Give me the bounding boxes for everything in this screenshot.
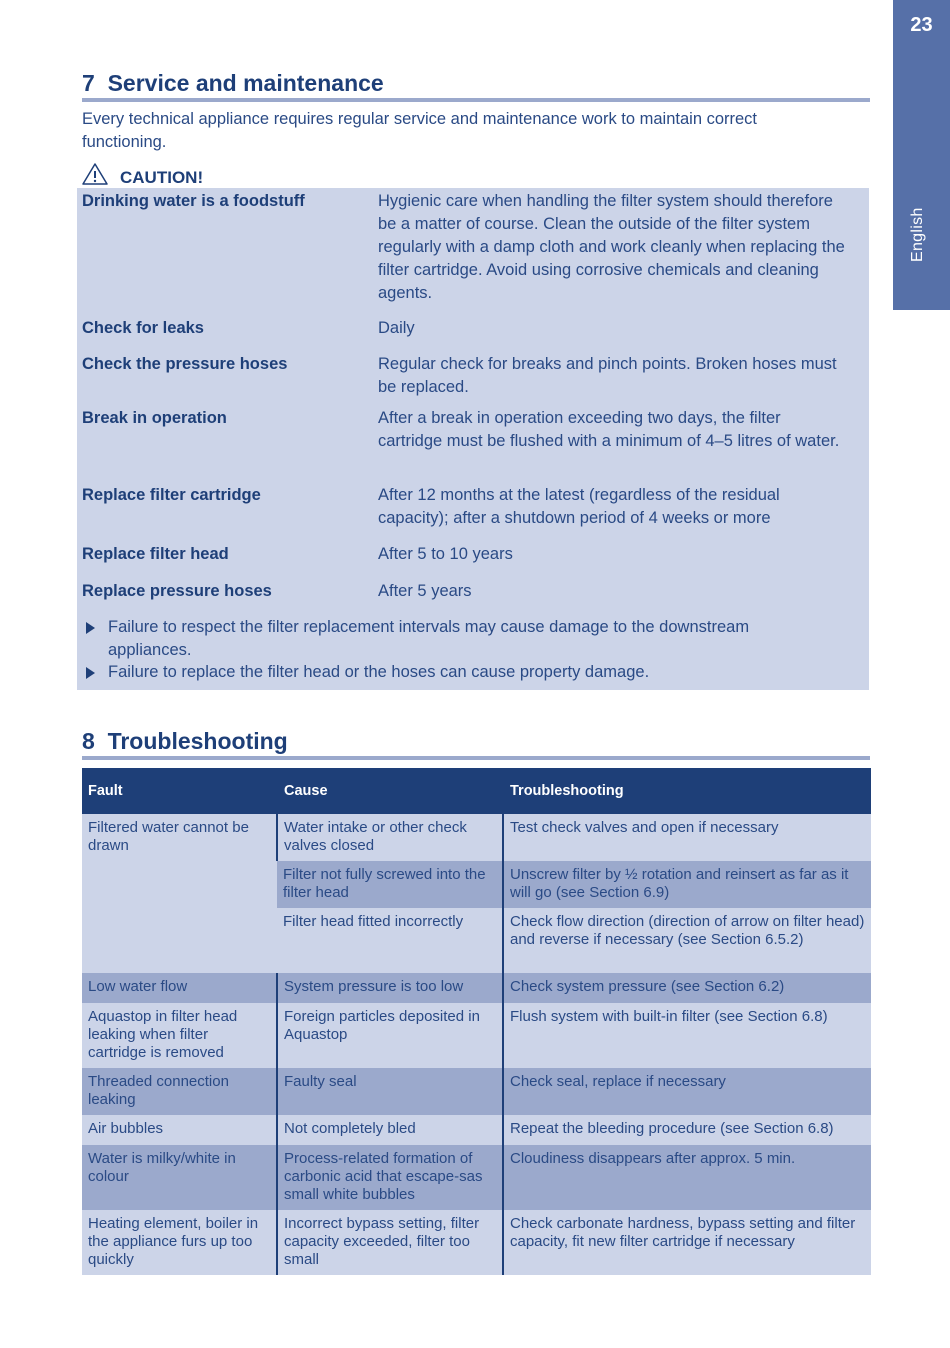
maintenance-value: After 12 months at the latest (regardless of the residual capacity); after a shutdown period of 4 weeks or more	[378, 486, 780, 527]
fault-cell: Low water flow	[82, 973, 277, 1003]
table-header-row	[82, 768, 871, 814]
section-7-intro: Every technical appliance requires regular service and maintenance work to maintain correct functioning.	[82, 110, 758, 151]
fault-cell: Threaded connection leaking	[82, 1068, 277, 1115]
cause-cell: Faulty seal	[277, 1068, 503, 1115]
caution-label: CAUTION!	[120, 168, 204, 187]
table-row	[82, 1003, 871, 1068]
bullet-text: Failure to replace the filter head or the hoses can cause property damage.	[108, 663, 650, 681]
maintenance-value: Regular check for breaks and pinch points. Broken hoses must be replaced.	[378, 355, 837, 396]
table-row	[82, 1145, 871, 1210]
maintenance-key: Replace pressure hoses	[82, 582, 272, 600]
section-8-title	[82, 728, 288, 755]
header-fault: Fault	[82, 768, 277, 814]
section-7-number: 7	[82, 70, 95, 96]
cause-cell: Foreign particles deposited in Aquastop	[277, 1003, 503, 1068]
maintenance-value: After 5 years	[378, 582, 472, 600]
bullet-text: Failure to respect the filter replacement intervals may cause damage to the downstream appliances.	[108, 618, 750, 659]
cause-cell: Filter not fully screwed into the filter head	[277, 861, 503, 908]
language-tab: English	[909, 207, 926, 262]
table-row	[82, 1068, 871, 1115]
troubleshooting-table	[82, 768, 871, 1275]
cause-cell: Incorrect bypass setting, filter capacity exceeded, filter too small	[277, 1210, 503, 1275]
fix-cell: Test check valves and open if necessary	[503, 814, 871, 861]
section-8-heading: Troubleshooting	[107, 728, 288, 754]
side-tab	[893, 0, 950, 310]
fix-cell: Unscrew filter by ½ rotation and reinsert as far as it will go (see Section 6.9)	[503, 861, 871, 908]
fault-cell: Water is milky/white in colour	[82, 1145, 277, 1210]
header-cause: Cause	[277, 768, 503, 814]
fault-cell: Filtered water cannot be drawn	[82, 814, 277, 973]
table-row	[82, 814, 871, 861]
warning-icon	[82, 162, 108, 186]
section-7-heading: Service and maintenance	[107, 70, 384, 96]
section-8-rule	[82, 756, 870, 760]
fault-cell: Heating element, boiler in the appliance furs up too quickly	[82, 1210, 277, 1275]
maintenance-value: Daily	[378, 319, 415, 337]
header-troubleshooting: Troubleshooting	[503, 768, 871, 814]
fault-cell: Air bubbles	[82, 1115, 277, 1145]
maintenance-value: Hygienic care when handling the filter system should therefore be a matter of course. Clean the outside of the filter system regularly with a damp cloth and work cleanly when replacing the filter cartridge. Avoid using corrosive chemicals and cleaning agents.	[378, 192, 845, 302]
cause-cell: Filter head fitted incorrectly	[277, 908, 503, 973]
bullet-arrow-icon	[86, 667, 95, 679]
cause-cell: System pressure is too low	[277, 973, 503, 1003]
section-7-rule	[82, 98, 870, 102]
fix-cell: Check carbonate hardness, bypass setting and filter capacity, fit new filter cartridge if necessary	[503, 1210, 871, 1275]
maintenance-key: Break in operation	[82, 409, 227, 427]
table-row	[82, 973, 871, 1003]
maintenance-key: Check for leaks	[82, 319, 204, 337]
fix-cell: Check seal, replace if necessary	[503, 1068, 871, 1115]
fix-cell: Repeat the bleeding procedure (see Section 6.8)	[503, 1115, 871, 1145]
table-row	[82, 1210, 871, 1275]
section-7-title	[82, 70, 384, 97]
fix-cell: Flush system with built-in filter (see Section 6.8)	[503, 1003, 871, 1068]
fix-cell: Check flow direction (direction of arrow on filter head) and reverse if necessary (see Section 6.5.2)	[503, 908, 871, 973]
maintenance-key: Drinking water is a foodstuff	[82, 192, 305, 210]
fault-cell: Aquastop in filter head leaking when filter cartridge is removed	[82, 1003, 277, 1068]
page-number: 23	[910, 14, 933, 36]
cause-cell: Not completely bled	[277, 1115, 503, 1145]
cause-cell: Water intake or other check valves closed	[277, 814, 503, 861]
table-row	[82, 1115, 871, 1145]
fix-cell: Check system pressure (see Section 6.2)	[503, 973, 871, 1003]
cause-cell: Process-related formation of carbonic acid that escape-sas small white bubbles	[277, 1145, 503, 1210]
maintenance-key: Replace filter cartridge	[82, 486, 261, 504]
maintenance-value: After 5 to 10 years	[378, 545, 513, 563]
maintenance-key: Replace filter head	[82, 545, 229, 563]
maintenance-key: Check the pressure hoses	[82, 355, 288, 373]
section-8-number: 8	[82, 728, 95, 754]
maintenance-value: After a break in operation exceeding two days, the filter cartridge must be flushed with a minimum of 4–5 litres of water.	[378, 409, 840, 450]
fix-cell: Cloudiness disappears after approx. 5 min.	[503, 1145, 871, 1210]
bullet-arrow-icon	[86, 622, 95, 634]
